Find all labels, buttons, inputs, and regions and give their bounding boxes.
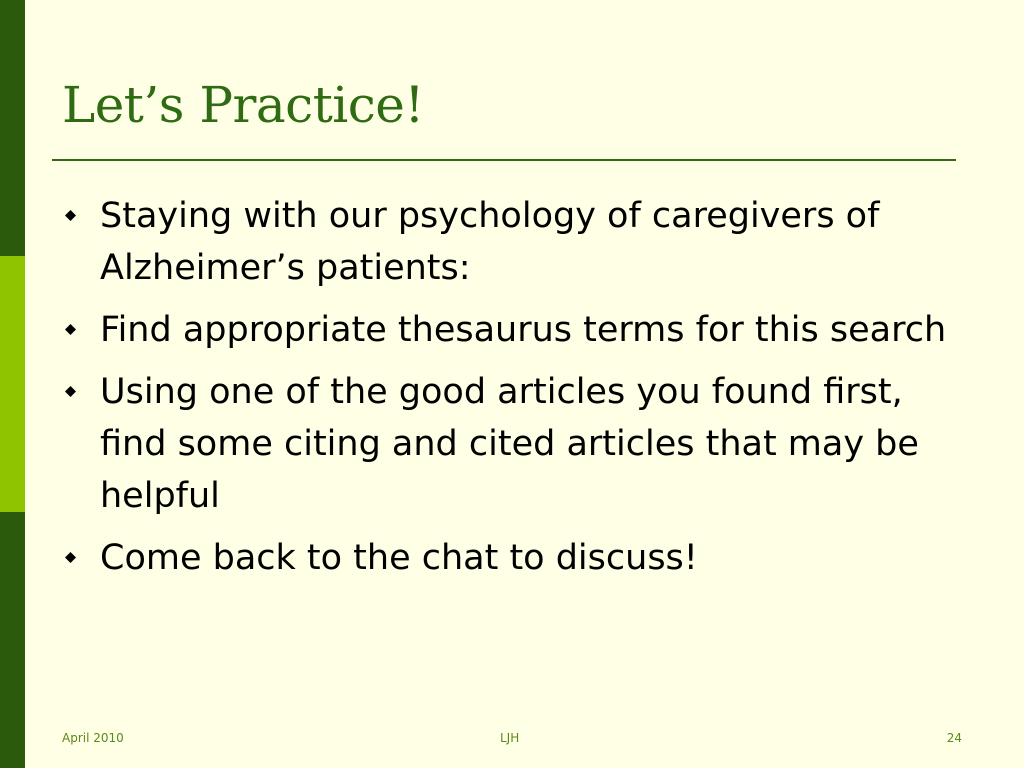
bullet-item (62, 366, 962, 522)
slide-title: Let’s Practice! (62, 76, 424, 134)
bullet-item (62, 532, 962, 584)
diamond-bullet-icon (65, 552, 76, 563)
bullet-text: Find appropriate thesaurus terms for this search (100, 310, 947, 350)
bullet-text: Come back to the chat to discuss! (100, 538, 698, 578)
bullet-text: Staying with our psychology of caregivers of Alzheimer’s patients: (100, 196, 880, 288)
footer-author: LJH (500, 731, 520, 745)
diamond-bullet-icon (65, 386, 76, 397)
bullet-item (62, 304, 962, 356)
sidebar-accent-middle (0, 256, 25, 512)
title-underline (52, 159, 956, 161)
sidebar-accent-top (0, 0, 25, 256)
footer-page-number: 24 (946, 731, 962, 745)
bullet-item (62, 190, 962, 294)
footer-date: April 2010 (62, 731, 124, 745)
bullet-text: Using one of the good articles you found first, find some citing and cited articles that may be helpful (100, 372, 919, 516)
diamond-bullet-icon (65, 324, 76, 335)
sidebar-accent-bottom (0, 512, 25, 768)
diamond-bullet-icon (65, 210, 76, 221)
bullet-list (62, 190, 962, 594)
